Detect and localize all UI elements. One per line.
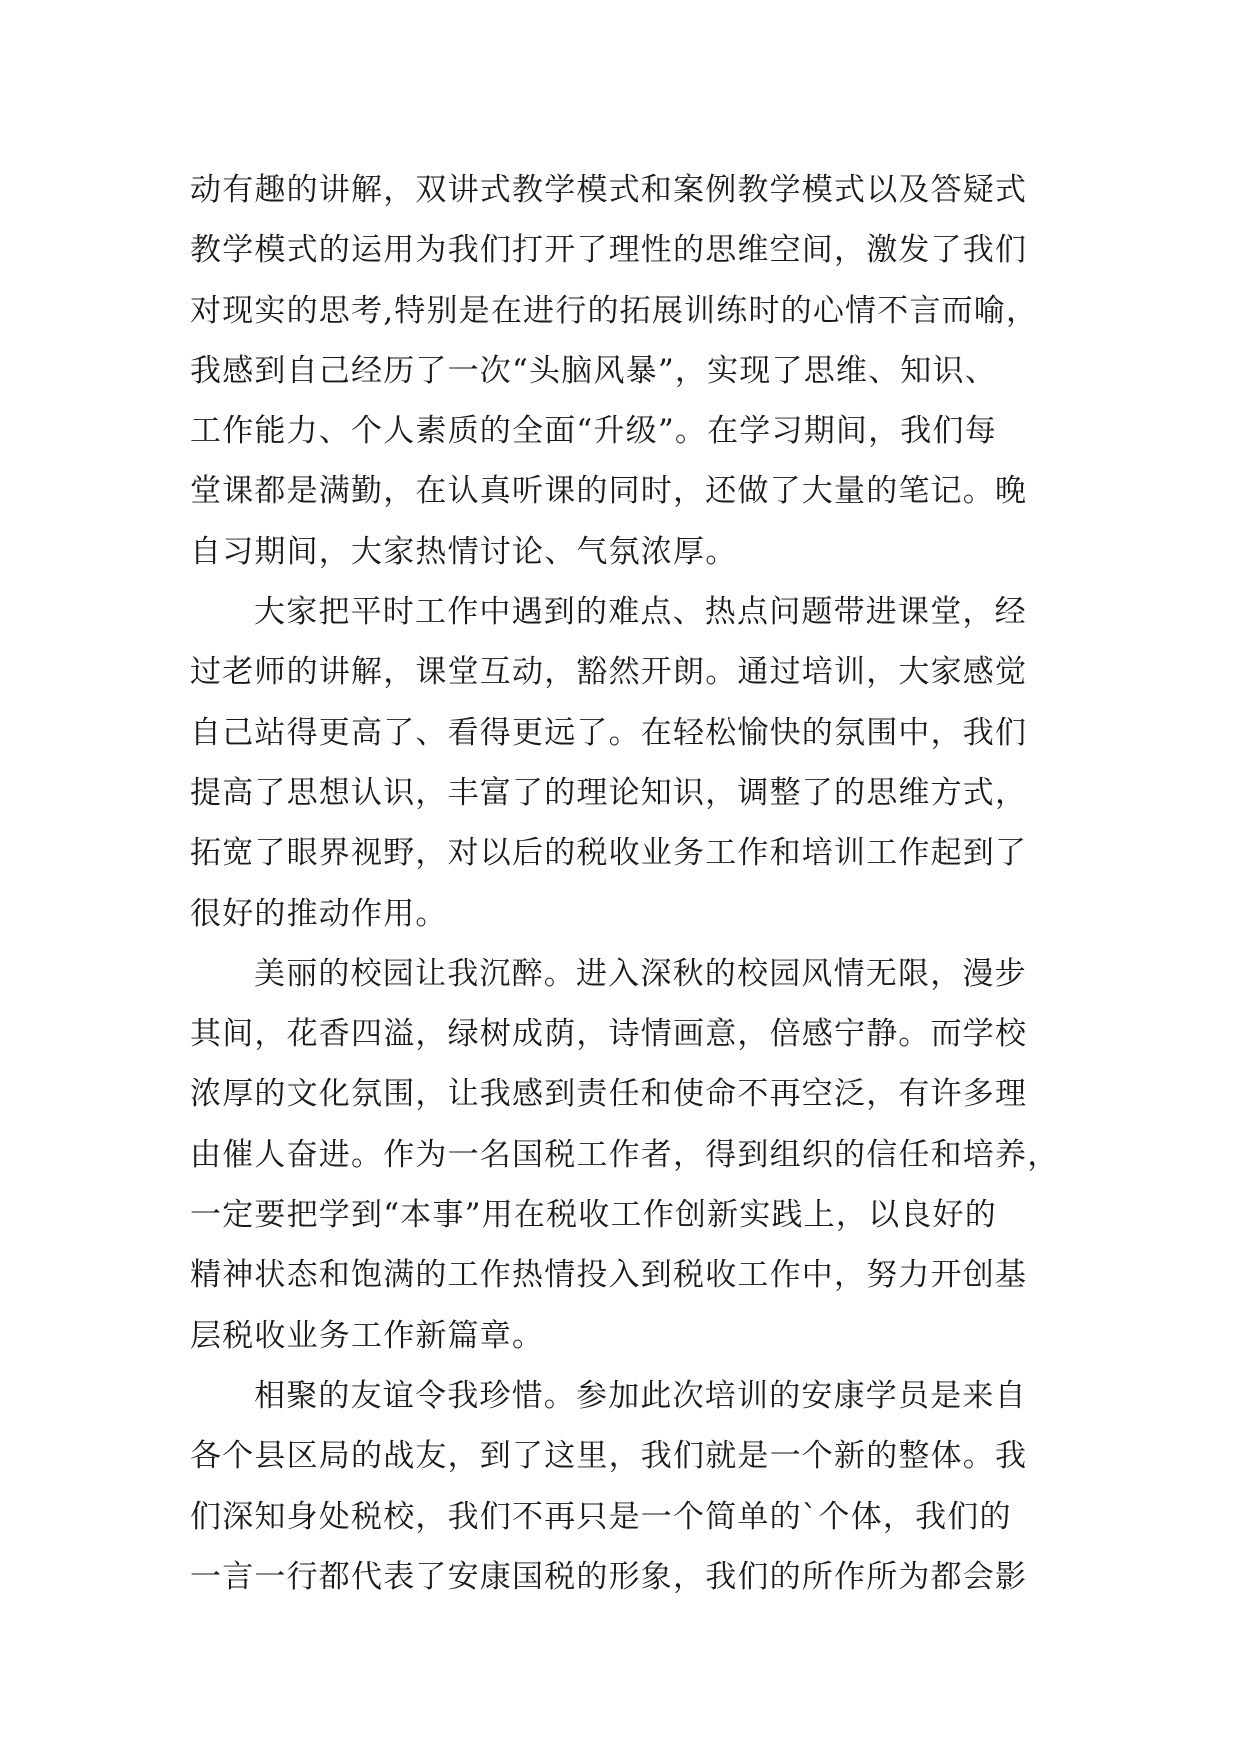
text-line: 提高了思想认识，丰富了的理论知识，调整了的思维方式， bbox=[190, 774, 1028, 811]
text-line: 其间，花香四溢，绿树成荫，诗情画意，倍感宁静。而学校 bbox=[190, 1016, 1028, 1053]
text-line: 自习期间，大家热情讨论、气氛浓厚。 bbox=[190, 533, 738, 570]
body-text bbox=[190, 160, 1090, 1607]
text-line: 由催人奋进。作为一名国税工作者，得到组织的信任和培养， bbox=[190, 1136, 1060, 1173]
paragraph-first-line: 美丽的校园让我沉醉。进入深秋的校园风情无限，漫步 bbox=[254, 955, 1027, 992]
text-line: 层税收业务工作新篇章。 bbox=[190, 1317, 545, 1354]
text-line: 各个县区局的战友，到了这里，我们就是一个新的整体。我 bbox=[190, 1438, 1028, 1475]
text-line: 自己站得更高了、看得更远了。在轻松愉快的氛围中，我们 bbox=[190, 714, 1028, 751]
text-line: 很好的推动作用。 bbox=[190, 895, 448, 932]
text-line: 过老师的讲解，课堂互动，豁然开朗。通过培训，大家感觉 bbox=[190, 654, 1028, 691]
text-line: 工作能力、个人素质的全面“升级”。在学习期间，我们每 bbox=[190, 413, 997, 450]
text-line: 对现实的思考,特别是在进行的拓展训练时的心情不言而喻， bbox=[190, 292, 1039, 329]
text-line: 教学模式的运用为我们打开了理性的思维空间，激发了我们 bbox=[190, 232, 1028, 269]
text-line: 一言一行都代表了安康国税的形象，我们的所作所为都会影 bbox=[190, 1558, 1028, 1595]
text-line: 浓厚的文化氛围，让我感到责任和使命不再空泛，有许多理 bbox=[190, 1076, 1028, 1113]
text-line: 动有趣的讲解，双讲式教学模式和案例教学模式以及答疑式 bbox=[190, 172, 1028, 208]
text-line: 我感到自己经历了一次“头脑风暴”，实现了思维、知识、 bbox=[190, 352, 997, 389]
paragraph-first-line: 大家把平时工作中遇到的难点、热点问题带进课堂，经 bbox=[254, 594, 1027, 631]
text-line: 拓宽了眼界视野，对以后的税收业务工作和培训工作起到了 bbox=[190, 835, 1028, 872]
text-line: 精神状态和饱满的工作热情投入到税收工作中，努力开创基 bbox=[190, 1257, 1028, 1294]
text-line: 一定要把学到“本事”用在税收工作创新实践上，以良好的 bbox=[190, 1197, 997, 1234]
paragraph-first-line: 相聚的友谊令我珍惜。参加此次培训的安康学员是来自 bbox=[254, 1377, 1027, 1414]
text-line: 堂课都是满勤，在认真听课的同时，还做了大量的笔记。晚 bbox=[190, 473, 1028, 510]
text-line: 们深知身处税校，我们不再只是一个简单的`个体，我们的 bbox=[190, 1498, 1012, 1535]
